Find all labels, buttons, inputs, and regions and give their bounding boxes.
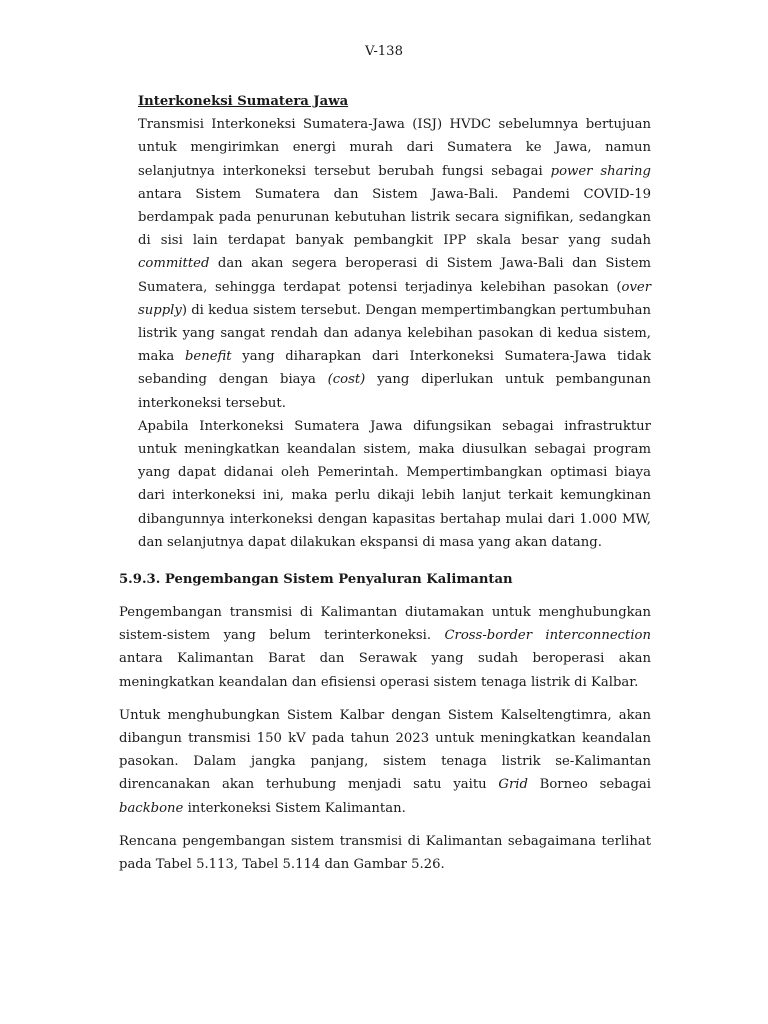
section-kalimantan [119,568,651,886]
page-number: V-138 [365,44,403,59]
section-heading: 5.9.3. Pengembangan Sistem Penyaluran Kalimantan [119,572,513,587]
paragraph: Pengembangan transmisi di Kalimantan diutamakan untuk menghubungkan sistem-sistem yang belum terinterkoneksi. Cross-border interconnection antara Kalimantan Barat dan Serawak yang sudah beroperasi akan meningkatkan keandalan dan efisiensi operasi sistem tenaga listrik di Kalbar. [119,605,651,690]
paragraph: Transmisi Interkoneksi Sumatera-Jawa (ISJ) HVDC sebelumnya bertujuan untuk mengirimkan energi murah dari Sumatera ke Jawa, namun selanjutnya interkoneksi tersebut berubah fungsi sebagai power sharing antara Sistem Sumatera dan Sistem Jawa-Bali. Pandemi COVID-19 berdampak pada penurunan kebutuhan listrik secara signifikan, sedangkan di sisi lain terdapat banyak pembangkit IPP skala besar yang sudah committed dan akan segera beroperasi di Sistem Jawa-Bali dan Sistem Sumatera, sehingga terdapat potensi terjadinya kelebihan pasokan (over supply) di kedua sistem tersebut. Dengan mempertimbangkan pertumbuhan listrik yang sangat rendah dan adanya kelebihan pasokan di kedua sistem, maka benefit yang diharapkan dari Interkoneksi Sumatera-Jawa tidak sebanding dengan biaya (cost) yang diperlukan untuk pembangunan interkoneksi tersebut. [138,117,651,411]
section-interkoneksi-sumatera-jawa [138,90,651,554]
section-heading: Interkoneksi Sumatera Jawa [138,94,349,109]
paragraph: Rencana pengembangan sistem transmisi di Kalimantan sebagaimana terlihat pada Tabel 5.113, Tabel 5.114 dan Gambar 5.26. [119,833,651,873]
paragraph: Apabila Interkoneksi Sumatera Jawa difungsikan sebagai infrastruktur untuk meningkatkan keandalan sistem, maka diusulkan sebagai program yang dapat didanai oleh Pemerintah. Mempertimbangkan optimasi biaya dari interkoneksi ini, maka perlu dikaji lebih lanjut terkait kemungkinan dibangunnya interkoneksi dengan kapasitas bertahap mulai dari 1.000 MW, dan selanjutnya dapat dilakukan ekspansi di masa yang akan datang. [138,418,651,550]
paragraph: Untuk menghubungkan Sistem Kalbar dengan Sistem Kalseltengtimra, akan dibangun transmisi 150 kV pada tahun 2023 untuk meningkatkan keandalan pasokan. Dalam jangka panjang, sistem tenaga listrik se-Kalimantan direncanakan akan terhubung menjadi satu yaitu Grid Borneo sebagai backbone interkoneksi Sistem Kalimantan. [119,707,651,816]
